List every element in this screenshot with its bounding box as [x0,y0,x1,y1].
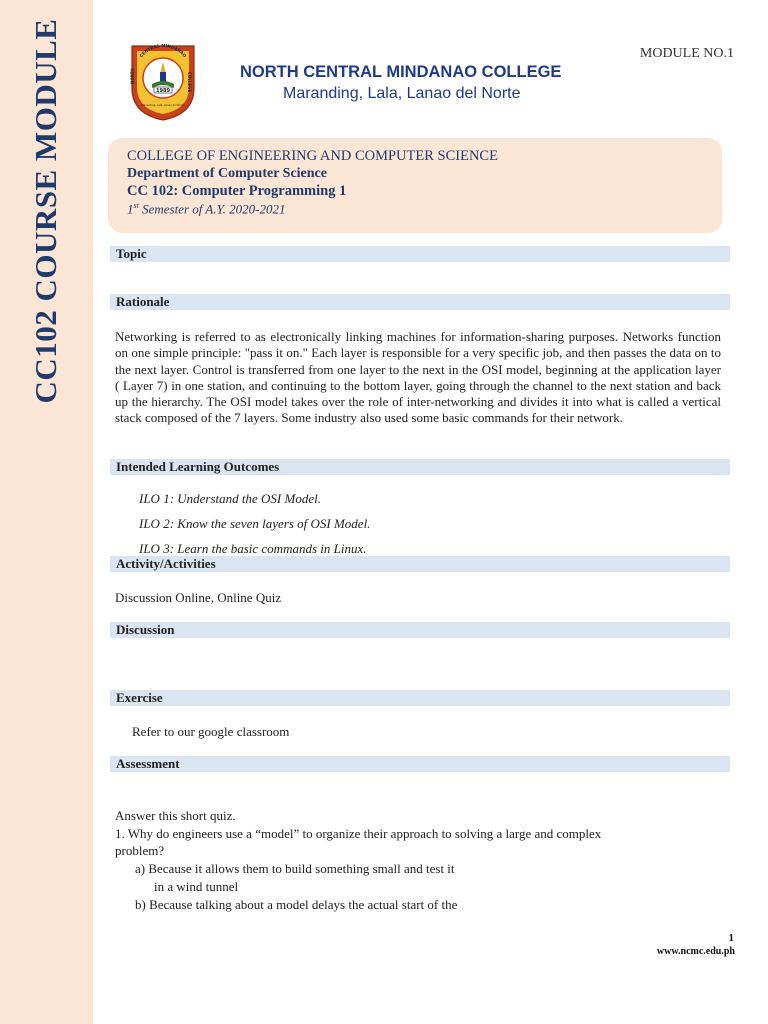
page-number: 1 [728,932,734,944]
svg-text:Maranding, Lala, Lanao del Nor: Maranding, Lala, Lanao del Norte [141,104,185,107]
svg-text:NORTH: NORTH [130,68,135,84]
activities-text: Discussion Online, Online Quiz [115,590,282,605]
ilo-item-2: ILO 2: Know the seven layers of OSI Model. [139,516,371,531]
ilo-item-3: ILO 3: Learn the basic commands in Linux. [139,541,367,556]
college-name: NORTH CENTRAL MINDANAO COLLEGE [240,63,562,81]
section-exercise: Exercise [110,690,730,706]
college-logo-icon [126,40,200,122]
option-b-line-1: b) Because talking about a model delays the actual start of the [135,897,458,912]
section-activities: Activity/Activities [110,556,730,572]
semester-line: 1st Semester of A.Y. 2020-2021 [127,201,286,217]
module-number: MODULE NO.1 [639,46,734,61]
rationale-text: Networking is referred to as electronically linking machines for information-sharing purposes. Networks function on one simple principle: "pass it on." Each layer is responsible for a very specific job, and then passes the data on to the next layer. Control is transferred from one layer to the next in the OSI model, beginning at the application layer ( Layer 7) in one station, and continuing to the bottom layer, going through the channel to the next station and back up the hierarchy. The OSI model takes over the role of inter-networking and divides it into what is called a vertical stack composed of the 7 layers. Some industry also used some basic commands for their network. [115,329,721,426]
exercise-text: Refer to our google classroom [132,724,290,739]
svg-text:CENTRAL MINDANAO: CENTRAL MINDANAO [138,42,188,59]
section-ilo: Intended Learning Outcomes [110,459,730,475]
section-topic: Topic [110,246,730,262]
question-1-line-2: problem? [115,843,165,858]
section-rationale: Rationale [110,294,730,310]
course-info-box [108,138,722,233]
option-a-line-2: in a wind tunnel [154,879,239,894]
option-a-line-1: a) Because it allows them to build something small and test it [135,861,455,876]
website-url: www.ncmc.edu.ph [656,946,735,957]
svg-text:COLLEGE: COLLEGE [187,72,192,93]
assessment-intro: Answer this short quiz. [115,808,236,823]
college-address: Maranding, Lala, Lanao del Norte [283,85,521,102]
section-assessment: Assessment [110,756,730,772]
course-title: CC 102: Computer Programming 1 [127,183,347,199]
svg-text:1989: 1989 [156,88,170,94]
question-1-line-1: 1. Why do engineers use a “model” to organize their approach to solving a large and complex [115,826,602,841]
ilo-item-1: ILO 1: Understand the OSI Model. [139,491,321,506]
college-department-title: COLLEGE OF ENGINEERING AND COMPUTER SCIENCE [127,148,498,164]
side-title: CC102 COURSE MODULE [28,18,63,404]
section-discussion: Discussion [110,622,730,638]
department-name: Department of Computer Science [127,166,327,181]
